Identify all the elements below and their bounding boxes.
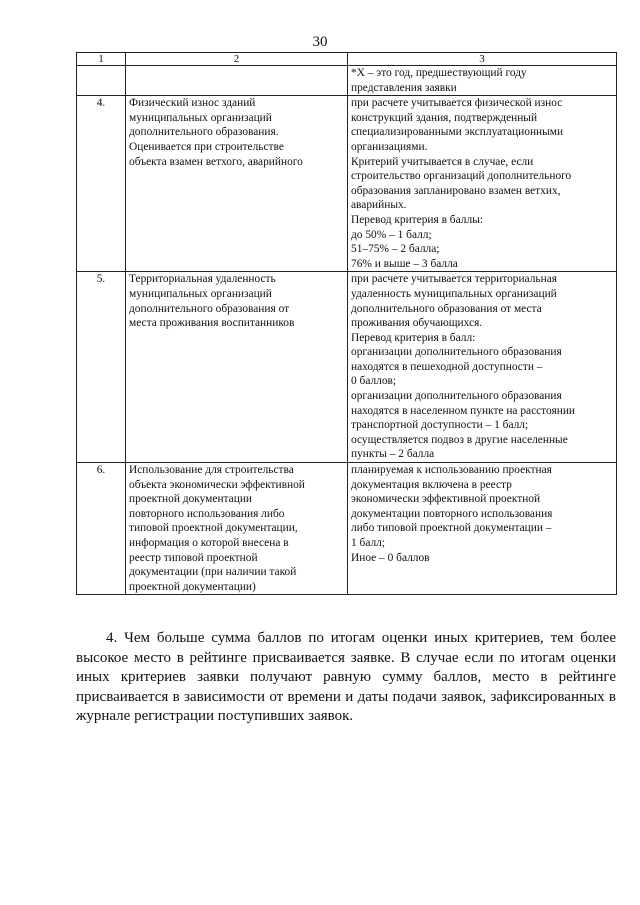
criterion-description-cell [348,66,617,96]
criterion-description-line: документация включена в реестр [351,478,512,491]
criterion-description-line: находятся в пешеходной доступности – [351,360,543,373]
criterion-number: 6. [77,463,126,595]
criterion-description-line: Иное – 0 баллов [351,551,430,564]
criterion-name-line: Территориальная удаленность [129,273,276,286]
criterion-description-line: осуществляется подвоз в другие населенные [351,433,568,446]
criterion-name-cell [126,96,348,272]
criterion-description-cell [348,463,617,595]
criterion-number [77,66,126,96]
criteria-table-body [77,53,617,595]
criterion-description-line: 1 балл; [351,537,386,549]
column-header-2: 2 [126,53,348,66]
criterion-description-line: проживания обучающихся. [351,317,483,330]
criterion-name-line: Оценивается при строительстве [129,140,284,153]
criterion-description-cell [348,272,617,463]
column-number-row [77,53,617,66]
criterion-description-line: организациями. [351,140,428,153]
criterion-description-line: пункты – 2 балла [351,448,435,461]
criterion-description-line: до 50% – 1 балл; [351,228,432,241]
criterion-description-line: дополнительного образования от места [351,302,542,315]
criterion-name-line: документации (при наличии такой [129,566,297,579]
criterion-name-line: Физический износ зданий [129,97,256,110]
criterion-description-line: либо типовой проектной документации – [351,522,552,535]
criterion-name-line: Использование для строительства [129,464,294,477]
criterion-description-line: удаленность муниципальных организаций [351,287,557,300]
criterion-description-line: транспортной доступности – 1 балл; [351,419,529,432]
criterion-description-line: конструкций здания, подтвержденный [351,111,538,124]
criterion-description-line: Перевод критерия в баллы: [351,213,483,226]
criterion-name-line: дополнительного образования. [129,126,279,139]
table-row [77,463,617,595]
criterion-description-line: при расчете учитывается физической износ [351,97,563,110]
criterion-description-line: планируемая к использованию проектная [351,464,552,477]
criterion-name-line: места проживания воспитанников [129,317,295,330]
ranking-rule-paragraph: 4. Чем больше сумма баллов по итогам оценки иных критериев, тем более высокое место в рейтинге присваивается заявке. В случае если по итогам оценки иных критериев заявки получают равную сумму баллов, место в рейтинге присваивается в зависимости от времени и даты подачи заявок, зафиксированных в журнале регистрации поступивших заявок. [76,630,616,724]
criterion-name-line: муниципальных организаций [129,287,272,300]
criterion-description-line: Критерий учитывается в случае, если [351,155,534,168]
criterion-name-line: проектной документации) [129,580,256,593]
criterion-name-line: информация о которой внесена в [129,537,289,549]
column-header-1: 1 [77,53,126,66]
criterion-description-cell [348,96,617,272]
criterion-description-line: организации дополнительного образования [351,346,562,359]
criterion-number: 5. [77,272,126,463]
table-row [77,96,617,272]
criteria-table [76,52,617,595]
criterion-description-line: аварийных. [351,199,407,212]
criterion-description-line: специализированными эксплуатационными [351,126,564,139]
criterion-description-line: экономически эффективной проектной [351,493,541,506]
criterion-description-line: 76% и выше – 3 балла [351,257,458,270]
table-row-continuation [77,66,617,96]
criterion-description-line: строительство организаций дополнительного [351,170,572,183]
criterion-name-line: проектной документации [129,493,253,506]
criterion-number: 4. [77,96,126,272]
criterion-description-line: при расчете учитывается территориальная [351,273,557,286]
criterion-description-line: находятся в населенном пункте на расстоянии [351,404,576,417]
table-row [77,272,617,463]
criterion-description-line: образования запланировано взамен ветхих, [351,184,561,197]
criterion-name-cell [126,66,348,96]
criterion-name-line: дополнительного образования от [129,302,290,315]
criterion-name-cell [126,272,348,463]
criterion-name-line: повторного использования либо [129,507,285,520]
criterion-name-cell [126,463,348,595]
criterion-description-line: *X – это год, предшествующий году [351,67,527,79]
criterion-description-line: 51–75% – 2 балла; [351,243,440,256]
column-header-3: 3 [348,53,617,66]
page-number: 30 [312,34,328,50]
criterion-description-line: организации дополнительного образования [351,390,562,403]
criterion-name-line: муниципальных организаций [129,111,272,124]
criterion-name-line: объекта экономически эффективной [129,478,305,491]
criterion-name-line: реестр типовой проектной [129,551,258,564]
criterion-description-line: Перевод критерия в балл: [351,331,476,344]
criterion-description-line: документации повторного использования [351,507,553,520]
criterion-description-line: 0 баллов; [351,375,397,388]
criterion-description-line: представления заявки [351,81,457,94]
criterion-name-line: объекта взамен ветхого, аварийного [129,155,303,168]
criterion-name-line: типовой проектной документации, [129,522,298,535]
